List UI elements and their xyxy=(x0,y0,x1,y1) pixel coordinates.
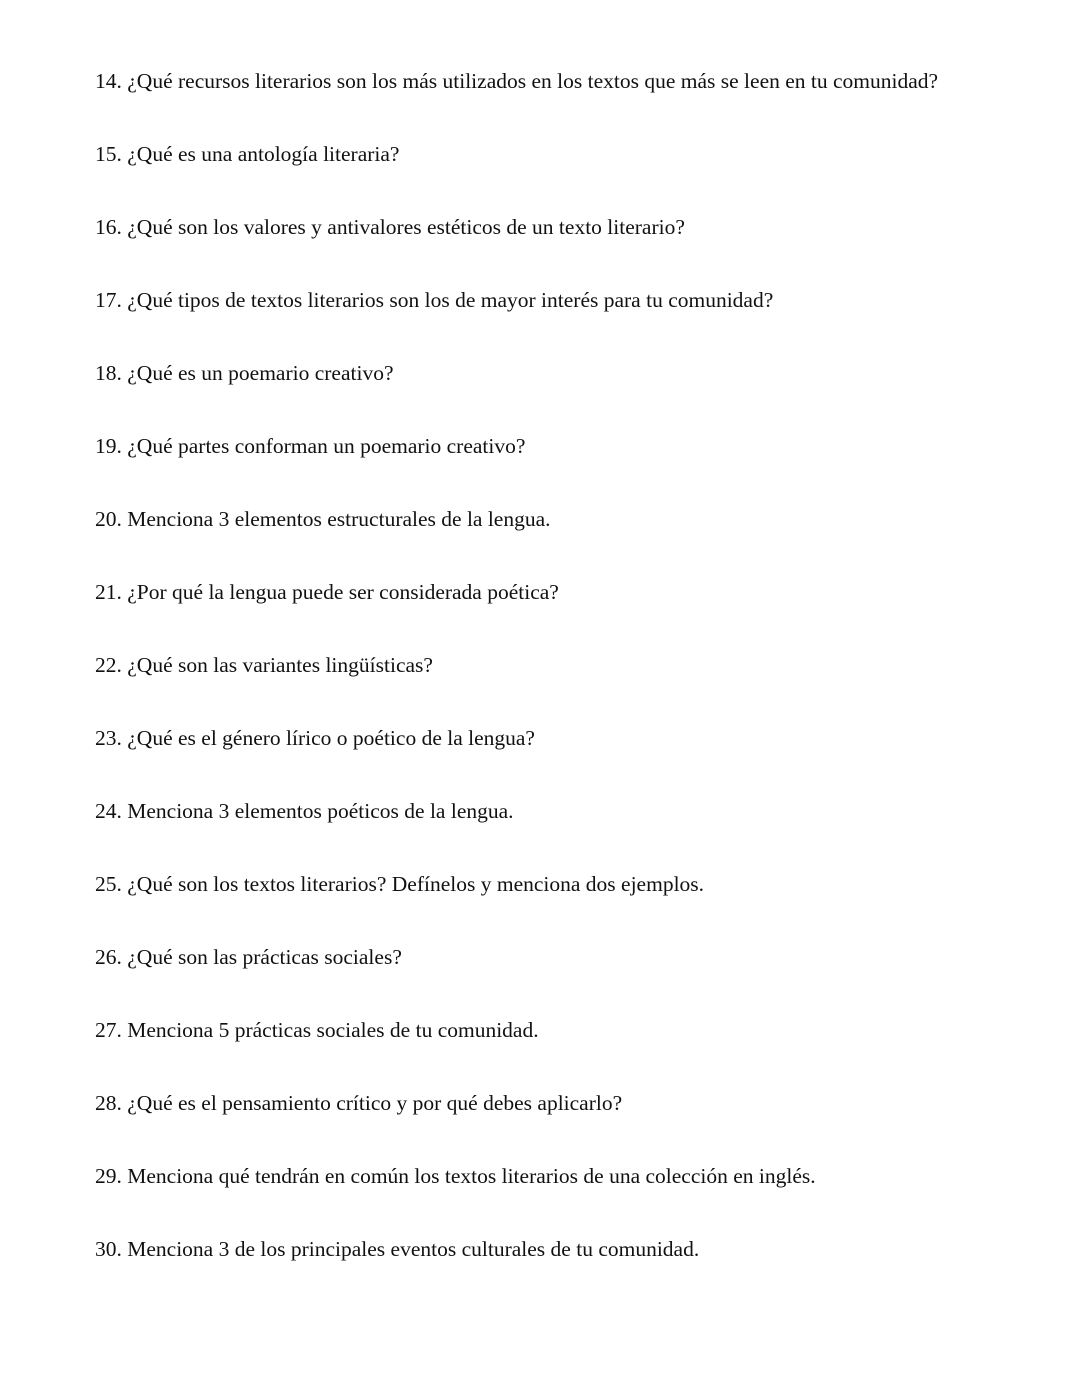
question-23: 23. ¿Qué es el género lírico o poético de la lengua? xyxy=(95,726,535,750)
question-27: 27. Menciona 5 prácticas sociales de tu comunidad. xyxy=(95,1018,539,1042)
question-26: 26. ¿Qué son las prácticas sociales? xyxy=(95,945,402,969)
question-19: 19. ¿Qué partes conforman un poemario creativo? xyxy=(95,434,526,458)
question-16: 16. ¿Qué son los valores y antivalores estéticos de un texto literario? xyxy=(95,215,685,239)
question-28: 28. ¿Qué es el pensamiento crítico y por qué debes aplicarlo? xyxy=(95,1091,623,1115)
question-20: 20. Menciona 3 elementos estructurales de la lengua. xyxy=(95,507,551,531)
question-15: 15. ¿Qué es una antología literaria? xyxy=(95,142,400,166)
question-30: 30. Menciona 3 de los principales eventos culturales de tu comunidad. xyxy=(95,1237,700,1261)
question-29: 29. Menciona qué tendrán en común los textos literarios de una colección en inglés. xyxy=(95,1164,816,1188)
question-17: 17. ¿Qué tipos de textos literarios son los de mayor interés para tu comunidad? xyxy=(95,288,774,312)
question-22: 22. ¿Qué son las variantes lingüísticas? xyxy=(95,653,433,677)
question-25: 25. ¿Qué son los textos literarios? Defínelos y menciona dos ejemplos. xyxy=(95,872,705,896)
question-14: 14. ¿Qué recursos literarios son los más utilizados en los textos que más se leen en tu comunidad? xyxy=(95,69,939,93)
question-24: 24. Menciona 3 elementos poéticos de la lengua. xyxy=(95,799,514,823)
question-18: 18. ¿Qué es un poemario creativo? xyxy=(95,361,394,385)
question-list xyxy=(95,66,1055,1307)
question-21: 21. ¿Por qué la lengua puede ser considerada poética? xyxy=(95,580,559,604)
